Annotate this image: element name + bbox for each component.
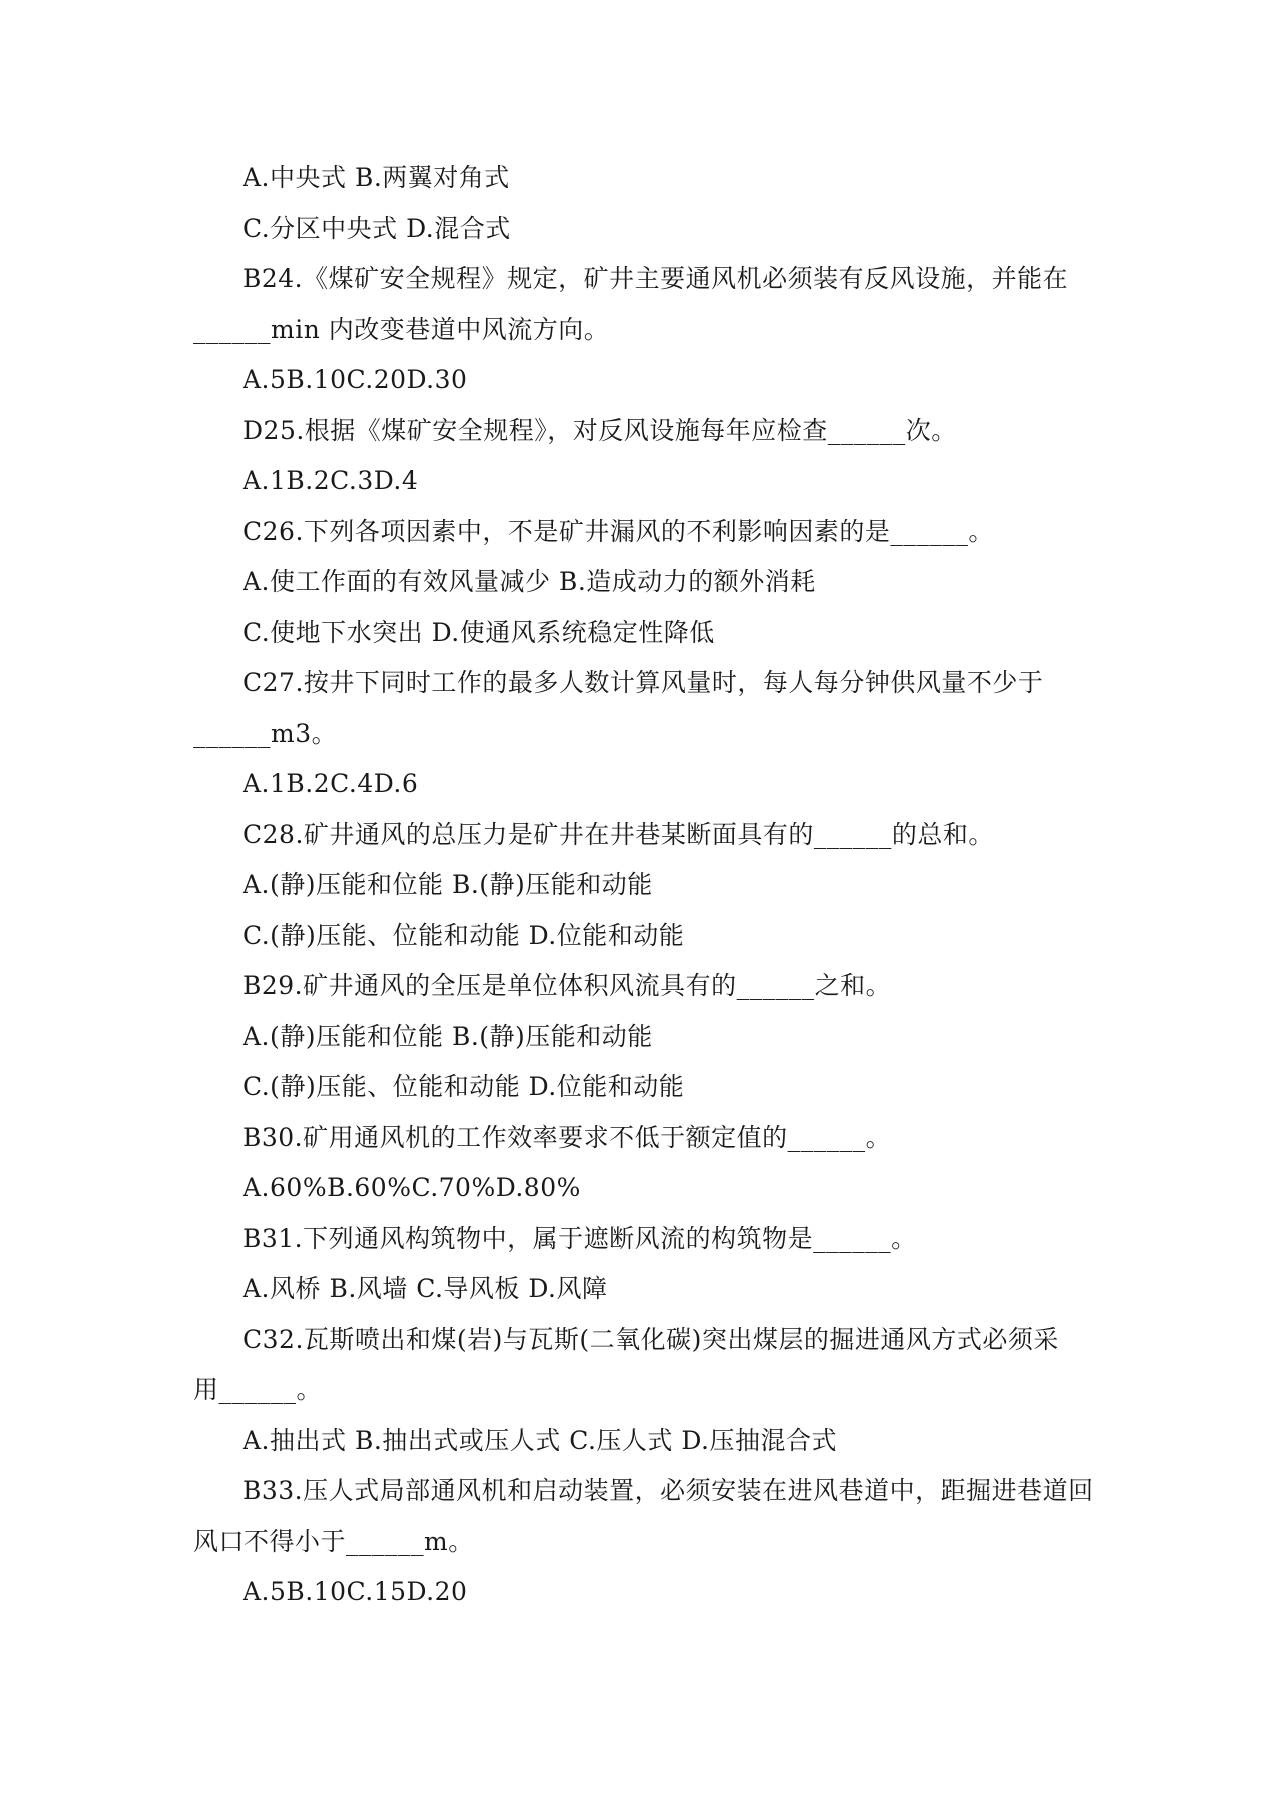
options-q27: A.1B.2C.4D.6 — [243, 769, 419, 798]
options-q33: A.5B.10C.15D.20 — [243, 1577, 468, 1606]
options-q29-ab: A.(静)压能和位能 B.(静)压能和动能 — [243, 1021, 653, 1051]
question-24: B24.《煤矿安全规程》规定，矿井主要通风机必须装有反风设施，并能在 — [243, 264, 1069, 293]
question-26: C26.下列各项因素中，不是矿井漏风的不利影响因素的是______。 — [243, 516, 994, 546]
option-line-q23-ab: A.中央式 B.两翼对角式 — [243, 163, 510, 192]
question-24-continuation: ______min 内改变巷道中风流方向。 — [193, 314, 610, 344]
options-q30: A.60%B.60%C.70%D.80% — [243, 1173, 581, 1202]
options-q25: A.1B.2C.3D.4 — [243, 466, 419, 495]
question-31: B31.下列通风构筑物中，属于遮断风流的构筑物是______。 — [243, 1223, 917, 1253]
options-q29-cd: C.(静)压能、位能和动能 D.位能和动能 — [243, 1072, 685, 1101]
question-27-continuation: ______m3。 — [193, 718, 338, 748]
question-32-continuation: 用______。 — [193, 1375, 323, 1404]
options-q28-cd: C.(静)压能、位能和动能 D.位能和动能 — [243, 920, 685, 950]
options-q28-ab: A.(静)压能和位能 B.(静)压能和动能 — [243, 870, 653, 899]
question-30: B30.矿用通风机的工作效率要求不低于额定值的______。 — [243, 1122, 892, 1152]
options-q26-cd: C.使地下水突出 D.使通风系统稳定性降低 — [243, 617, 715, 647]
options-q32: A.抽出式 B.抽出式或压人式 C.压人式 D.压抽混合式 — [243, 1425, 837, 1455]
question-32: C32.瓦斯喷出和煤(岩)与瓦斯(二氧化碳)突出煤层的掘进通风方式必须采 — [243, 1324, 1059, 1354]
question-29: B29.矿井通风的全压是单位体积风流具有的______之和。 — [243, 971, 892, 1000]
options-q26-ab: A.使工作面的有效风量减少 B.造成动力的额外消耗 — [243, 567, 816, 596]
question-33-continuation: 风口不得小于______m。 — [193, 1526, 474, 1556]
options-q31: A.风桥 B.风墙 C.导风板 D.风障 — [243, 1274, 608, 1303]
question-25: D25.根据《煤矿安全规程》，对反风设施每年应检查______次。 — [243, 415, 957, 445]
options-q24: A.5B.10C.20D.30 — [243, 365, 468, 394]
question-28: C28.矿井通风的总压力是矿井在井巷某断面具有的______的总和。 — [243, 819, 994, 849]
question-text-block — [193, 160, 1093, 1625]
question-33: B33.压人式局部通风机和启动装置，必须安装在进风巷道中，距掘进巷道回 — [243, 1476, 1094, 1505]
question-27: C27.按井下同时工作的最多人数计算风量时，每人每分钟供风量不少于 — [243, 668, 1044, 697]
option-line-q23-cd: C.分区中央式 D.混合式 — [243, 213, 511, 243]
